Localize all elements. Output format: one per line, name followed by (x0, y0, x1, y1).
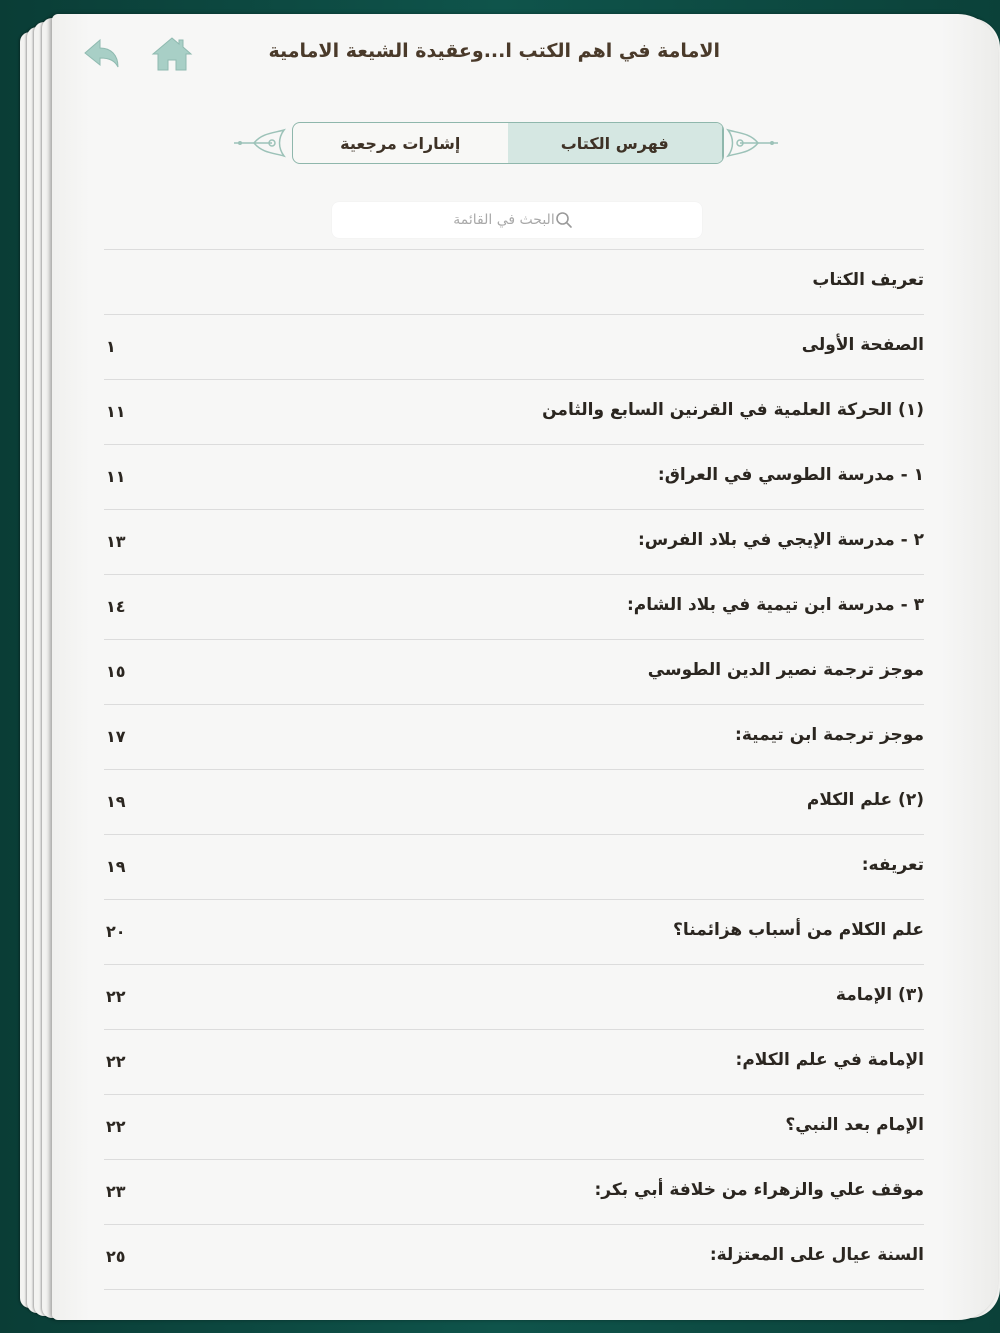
toc-title: السنة عيال على المعتزلة: (709, 1245, 924, 1265)
toc-row[interactable] (104, 380, 924, 445)
toc-page-number: ١٥ (106, 662, 126, 681)
toc-title: موجز ترجمة ابن تيمية: (735, 725, 924, 745)
toc-title: الإمام بعد النبي؟ (785, 1115, 924, 1135)
toc-row[interactable] (104, 315, 924, 380)
toc-title: تعريفه: (861, 855, 924, 875)
segmented-tabs (292, 122, 724, 164)
toc-row[interactable] (104, 835, 924, 900)
toc-page-number: ١٤ (106, 597, 126, 616)
toc-title: (٢) علم الكلام (806, 790, 924, 810)
toc-page-number: ١٣ (106, 532, 126, 551)
back-arrow-icon (80, 34, 124, 74)
book-title: الامامة في اهم الكتب ا...وعقيدة الشيعة الامامية (268, 40, 720, 62)
toc-page-number: ٢٥ (106, 1247, 126, 1266)
toc-page-number: ١٩ (106, 792, 126, 811)
left-ornament (232, 126, 292, 160)
tab-book-index[interactable]: فهرس الكتاب (508, 123, 724, 163)
toc-title: موجز ترجمة نصير الدين الطوسي (647, 660, 924, 680)
toc-page-number: ٢٢ (106, 1117, 126, 1136)
toc-title: تعريف الكتاب (812, 270, 924, 290)
toc-row[interactable] (104, 1095, 924, 1160)
toc-row[interactable] (104, 770, 924, 835)
search-input[interactable] (332, 202, 702, 238)
toc-list (104, 250, 924, 1290)
toc-row[interactable] (104, 575, 924, 640)
back-button[interactable] (80, 34, 124, 74)
toc-title: ٣ - مدرسة ابن تيمية في بلاد الشام: (626, 595, 924, 615)
toc-page-number: ٢٠ (106, 922, 126, 941)
toc-row[interactable] (104, 1160, 924, 1225)
toc-title: ١ - مدرسة الطوسي في العراق: (657, 465, 924, 485)
search-placeholder: البحث في القائمة (453, 212, 555, 228)
toc-page-number: ٢٢ (106, 987, 126, 1006)
toc-title: الإمامة في علم الكلام: (735, 1050, 924, 1070)
right-ornament (720, 126, 780, 160)
toc-row[interactable] (104, 705, 924, 770)
home-button[interactable] (150, 34, 194, 74)
tab-bookmarks[interactable]: إشارات مرجعية (340, 133, 461, 153)
toc-title: ٢ - مدرسة الإيجي في بلاد الفرس: (637, 530, 924, 550)
toc-page-number: ٢٣ (106, 1182, 126, 1201)
toc-page-number: ١١ (106, 467, 126, 486)
toc-page-number: ١١ (106, 402, 126, 421)
home-icon (150, 34, 194, 74)
toc-row[interactable] (104, 445, 924, 510)
toc-row[interactable] (104, 250, 924, 315)
toc-row[interactable] (104, 640, 924, 705)
toc-row[interactable] (104, 1225, 924, 1290)
toc-title: الصفحة الأولى (801, 335, 924, 355)
toc-page-number: ٢٢ (106, 1052, 126, 1071)
toc-title: علم الكلام من أسباب هزائمنا؟ (673, 920, 924, 940)
toc-row[interactable] (104, 1030, 924, 1095)
toc-title: (٣) الإمامة (835, 985, 924, 1005)
search-icon (555, 211, 573, 229)
toc-page-number: ١٩ (106, 857, 126, 876)
toc-title: موقف علي والزهراء من خلافة أبي بكر: (594, 1180, 924, 1200)
toc-title: (١) الحركة العلمية في القرنين السابع والثامن (542, 400, 924, 420)
toc-row[interactable] (104, 900, 924, 965)
toc-page-number: ١٧ (106, 727, 126, 746)
toc-page-number: ١ (106, 337, 116, 356)
toc-row[interactable] (104, 510, 924, 575)
toc-row[interactable] (104, 965, 924, 1030)
